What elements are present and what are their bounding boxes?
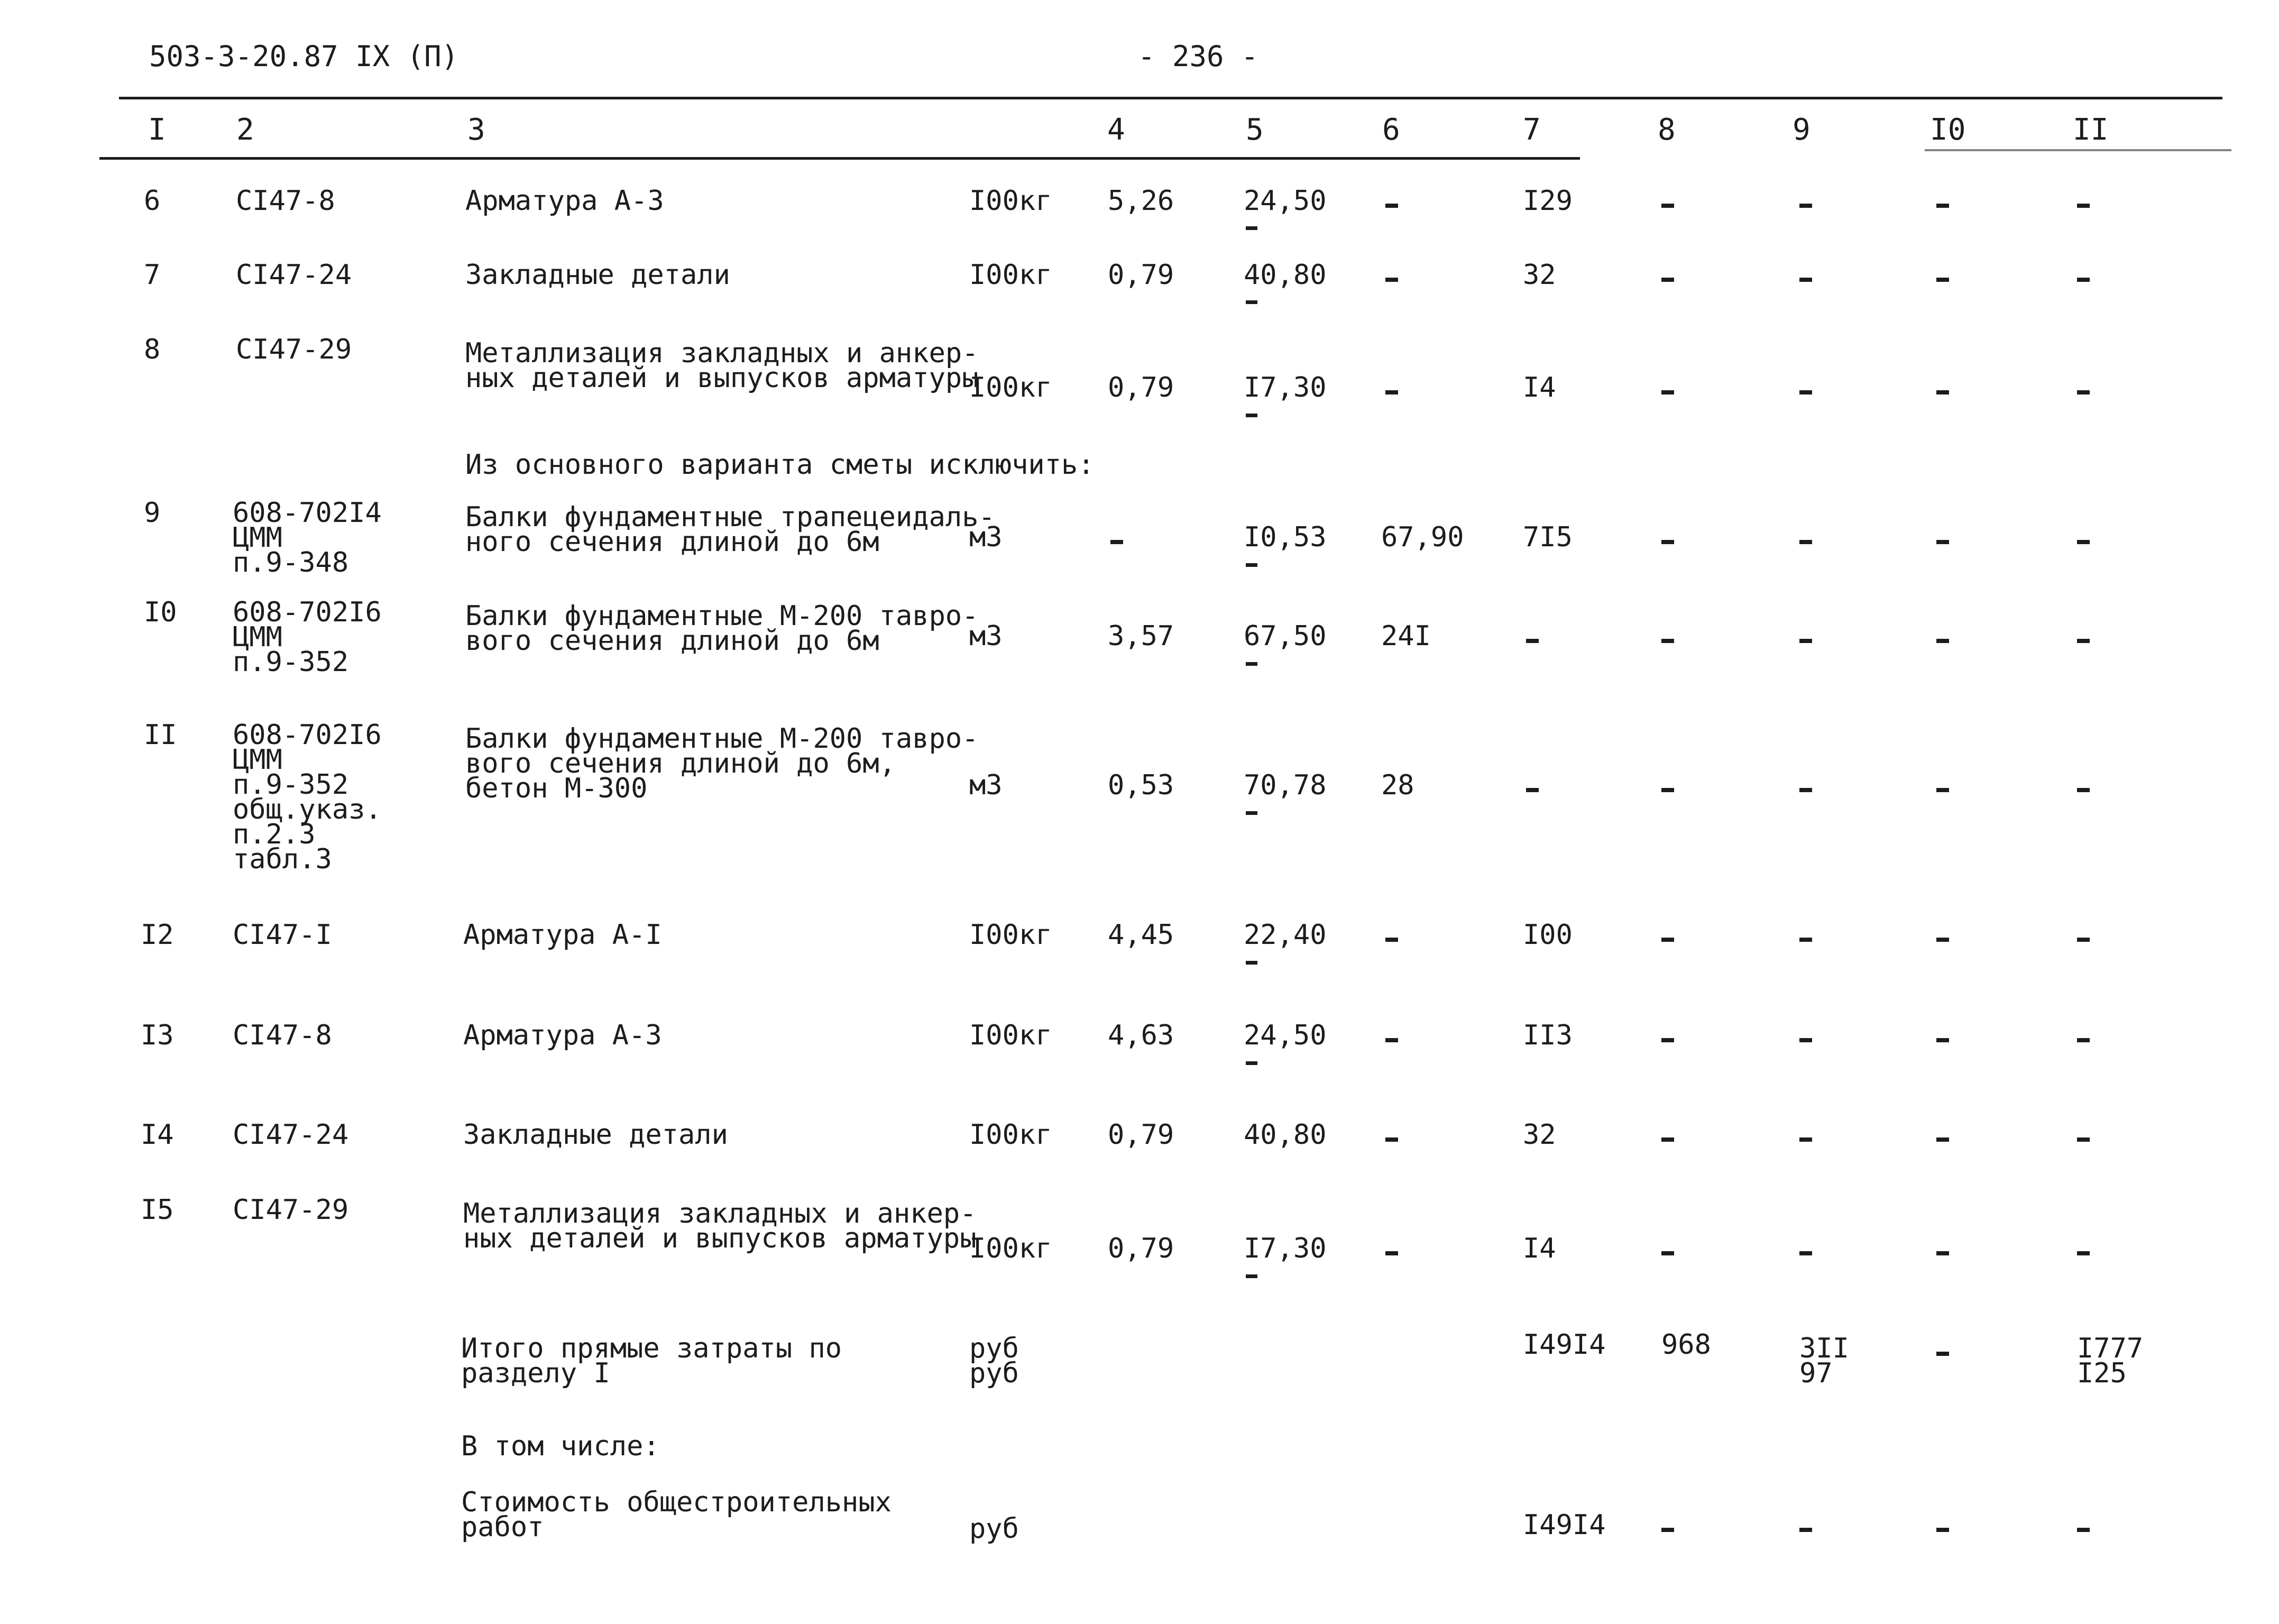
- quantity: 4,63: [1108, 1020, 1174, 1051]
- totals-col-11: I777 I25: [2077, 1333, 2144, 1389]
- dash-mark: [1799, 938, 1812, 942]
- materials-cost: 28: [1381, 769, 1414, 801]
- unit: I00кг: [969, 1020, 1052, 1051]
- row-number: 8: [144, 334, 161, 365]
- item-name: Арматура А-3: [465, 185, 664, 217]
- norm-code: CI47-24: [236, 259, 352, 291]
- unit-price: I7,30: [1244, 372, 1327, 403]
- dash-mark: [1799, 788, 1812, 792]
- dash-mark: [1661, 1038, 1674, 1042]
- quantity: 0,79: [1108, 1119, 1174, 1151]
- column-number: I0: [1930, 113, 1966, 147]
- underline-mark: [1246, 226, 1257, 230]
- materials-cost: 24I: [1381, 620, 1431, 652]
- row-number: I0: [144, 597, 177, 628]
- column-number: 4: [1107, 113, 1125, 147]
- item-name: Металлизация закладных и анкер- ных деталей и выпусков арматуры: [465, 337, 979, 394]
- column-number: 6: [1382, 113, 1400, 147]
- totals-col-9: 3II 97: [1799, 1333, 1849, 1389]
- quantity: 0,79: [1108, 372, 1174, 403]
- item-name: Арматура А-I: [463, 919, 662, 951]
- dash-mark: [2077, 788, 2090, 792]
- dash-mark: [1661, 540, 1674, 544]
- unit-price: 67,50: [1244, 620, 1327, 652]
- dash-mark: [1385, 1251, 1398, 1255]
- norm-code: CI47-24: [233, 1119, 349, 1151]
- general-works-unit: руб: [969, 1513, 1019, 1545]
- unit: м3: [969, 769, 1003, 801]
- norm-code: CI47-29: [233, 1194, 349, 1226]
- norm-code: CI47-8: [236, 185, 335, 217]
- totals-total-cost: I49I4: [1523, 1329, 1606, 1361]
- item-name: Закладные детали: [465, 259, 730, 291]
- dash-mark: [1661, 1137, 1674, 1142]
- dash-mark: [2077, 204, 2090, 208]
- dash-mark: [1936, 390, 1949, 394]
- underline-mark: [1246, 300, 1257, 304]
- dash-mark: [2077, 540, 2090, 544]
- dash-mark: [1661, 390, 1674, 394]
- unit: I00кг: [969, 185, 1052, 217]
- dash-mark: [2077, 938, 2090, 942]
- dash-mark: [1799, 278, 1812, 282]
- row-number: 7: [144, 259, 161, 291]
- dash-mark: [1936, 1137, 1949, 1142]
- underline-mark: [1246, 414, 1257, 417]
- dash-mark: [1385, 204, 1398, 208]
- quantity: 4,45: [1108, 919, 1174, 951]
- general-works-total-cost: I49I4: [1523, 1509, 1606, 1541]
- materials-cost: 67,90: [1381, 521, 1464, 553]
- column-number: 5: [1246, 113, 1264, 147]
- row-number: 9: [144, 497, 161, 529]
- total-cost: 32: [1523, 259, 1556, 291]
- item-name: Балки фундаментные трапецеидаль- ного сечения длиной до 6м: [465, 501, 995, 558]
- dash-mark: [1799, 1137, 1812, 1142]
- quantity: 5,26: [1108, 185, 1174, 217]
- dash-mark: [1661, 639, 1674, 643]
- dash-mark: [2077, 390, 2090, 394]
- dash-mark: [1661, 204, 1674, 208]
- dash-mark: [1799, 1528, 1812, 1532]
- total-cost: II3: [1523, 1020, 1573, 1051]
- dash-mark: [1936, 788, 1949, 792]
- dash-mark: [2077, 639, 2090, 643]
- quantity: 0,79: [1108, 259, 1174, 291]
- total-cost: I00: [1523, 919, 1573, 951]
- item-name: Металлизация закладных и анкер- ных деталей и выпусков арматуры: [463, 1198, 977, 1254]
- item-name: Балки фундаментные М-200 тавро- вого сечения длиной до 6м: [465, 600, 979, 657]
- underline-mark: [1246, 1061, 1257, 1065]
- underline-mark: [1246, 811, 1257, 815]
- column-number: 9: [1793, 113, 1811, 147]
- including-label: В том числе:: [461, 1430, 660, 1462]
- dash-mark: [1661, 278, 1674, 282]
- page-number: - 236 -: [1138, 40, 1258, 73]
- column-number: 2: [236, 113, 254, 147]
- section-note: Из основного варианта сметы исключить:: [465, 449, 1095, 481]
- total-cost: I4: [1523, 1233, 1556, 1264]
- general-works-label: Стоимость общестроительных работ: [461, 1487, 892, 1543]
- total-cost: 7I5: [1523, 521, 1573, 553]
- unit-price: I0,53: [1244, 521, 1327, 553]
- underline-mark: [1246, 1274, 1257, 1278]
- row-number: II: [144, 719, 177, 751]
- item-name: Закладные детали: [463, 1119, 728, 1151]
- unit-price: 40,80: [1244, 259, 1327, 291]
- column-number: II: [2073, 113, 2109, 147]
- row-number: I2: [141, 919, 174, 951]
- dash-mark: [2077, 1038, 2090, 1042]
- dash-mark: [1385, 1038, 1398, 1042]
- dash-mark: [2077, 1251, 2090, 1255]
- norm-code: 608-702I6 ЦММ п.9-352: [233, 597, 382, 678]
- unit: I00кг: [969, 919, 1052, 951]
- underline-mark: [1246, 563, 1257, 567]
- column-header-rule-tail: [1925, 149, 2231, 151]
- totals-col-8: 968: [1661, 1329, 1711, 1361]
- unit: I00кг: [969, 1233, 1052, 1264]
- norm-code: CI47-8: [233, 1020, 332, 1051]
- dash-mark: [1936, 1251, 1949, 1255]
- column-number: 7: [1523, 113, 1541, 147]
- item-name: Арматура А-3: [463, 1020, 662, 1051]
- dash-mark: [1661, 1528, 1674, 1532]
- column-number: 8: [1658, 113, 1676, 147]
- dash-mark: [1799, 639, 1812, 643]
- row-number: I4: [141, 1119, 174, 1151]
- dash-mark: [1110, 540, 1123, 544]
- quantity: 0,79: [1108, 1233, 1174, 1264]
- dash-mark: [2077, 1528, 2090, 1532]
- column-header-rule: [99, 157, 1580, 160]
- dash-mark: [1661, 1251, 1674, 1255]
- underline-mark: [1246, 662, 1257, 666]
- norm-code: CI47-I: [233, 919, 332, 951]
- quantity: 3,57: [1108, 620, 1174, 652]
- table-top-rule: [119, 97, 2222, 99]
- norm-code: 608-702I4 ЦММ п.9-348: [233, 497, 382, 579]
- column-number: 3: [467, 113, 485, 147]
- unit: I00кг: [969, 1119, 1052, 1151]
- dash-mark: [1661, 788, 1674, 792]
- row-number: I3: [141, 1020, 174, 1051]
- dash-mark: [1936, 1352, 1949, 1356]
- norm-code: CI47-29: [236, 334, 352, 365]
- totals-unit: руб руб: [969, 1333, 1019, 1389]
- dash-mark: [1526, 788, 1539, 792]
- dash-mark: [1936, 938, 1949, 942]
- dash-mark: [1936, 204, 1949, 208]
- dash-mark: [2077, 1137, 2090, 1142]
- row-number: I5: [141, 1194, 174, 1226]
- unit-price: 70,78: [1244, 769, 1327, 801]
- dash-mark: [1385, 938, 1398, 942]
- dash-mark: [2077, 278, 2090, 282]
- totals-label: Итого прямые затраты по разделу I: [461, 1333, 842, 1389]
- dash-mark: [1936, 278, 1949, 282]
- dash-mark: [1799, 540, 1812, 544]
- dash-mark: [1799, 204, 1812, 208]
- total-cost: 32: [1523, 1119, 1556, 1151]
- document-code: 503-3-20.87 IX (П): [149, 40, 459, 73]
- unit: I00кг: [969, 372, 1052, 403]
- dash-mark: [1799, 1251, 1812, 1255]
- column-number: I: [148, 113, 166, 147]
- dash-mark: [1936, 540, 1949, 544]
- item-name: Балки фундаментные М-200 тавро- вого сечения длиной до 6м, бетон М-300: [465, 723, 979, 804]
- quantity: 0,53: [1108, 769, 1174, 801]
- dash-mark: [1799, 390, 1812, 394]
- dash-mark: [1385, 390, 1398, 394]
- unit-price: 22,40: [1244, 919, 1327, 951]
- dash-mark: [1661, 938, 1674, 942]
- dash-mark: [1936, 639, 1949, 643]
- total-cost: I4: [1523, 372, 1556, 403]
- dash-mark: [1936, 1528, 1949, 1532]
- unit: м3: [969, 521, 1003, 553]
- unit: I00кг: [969, 259, 1052, 291]
- unit-price: 24,50: [1244, 185, 1327, 217]
- unit-price: I7,30: [1244, 1233, 1327, 1264]
- dash-mark: [1936, 1038, 1949, 1042]
- dash-mark: [1385, 278, 1398, 282]
- unit: м3: [969, 620, 1003, 652]
- row-number: 6: [144, 185, 161, 217]
- underline-mark: [1246, 961, 1257, 965]
- dash-mark: [1799, 1038, 1812, 1042]
- norm-code: 608-702I6 ЦММ п.9-352 общ.указ. п.2.3 табл.3: [233, 719, 382, 875]
- total-cost: I29: [1523, 185, 1573, 217]
- dash-mark: [1526, 639, 1539, 643]
- unit-price: 40,80: [1244, 1119, 1327, 1151]
- unit-price: 24,50: [1244, 1020, 1327, 1051]
- dash-mark: [1385, 1137, 1398, 1142]
